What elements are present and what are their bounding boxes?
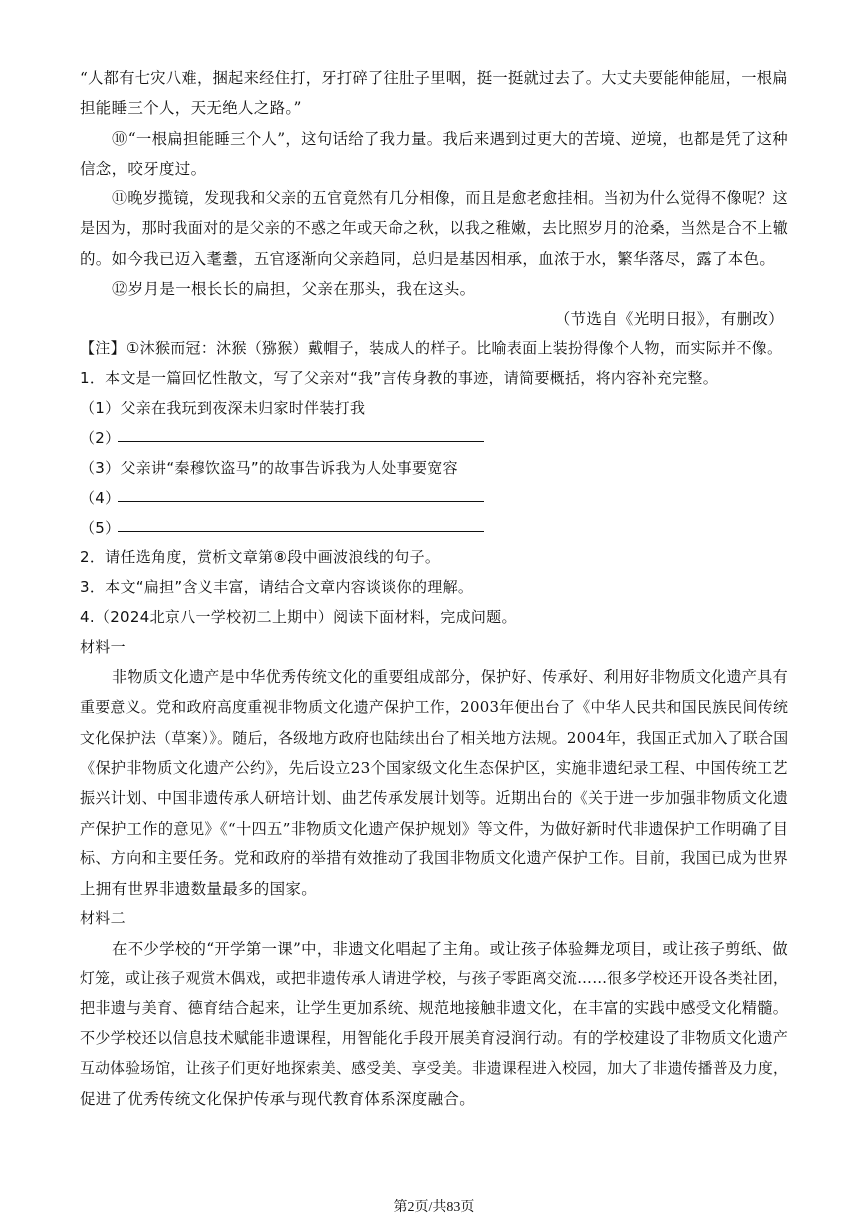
question-4: 4.（2024北京八一学校初二上期中）阅读下面材料，完成问题。 <box>80 608 517 626</box>
material-2-line: 在不少学校的“开学第一课”中，非遗文化唱起了主角。或让孩子体验舞龙项目，或让孩子剪纸、做 <box>112 940 789 958</box>
answer-item-1: （1）父亲在我玩到夜深未归家时伴装打我 <box>80 399 366 417</box>
paragraph-10-cont: 信念，咬牙度过。 <box>80 160 207 178</box>
answer-blank-2[interactable] <box>118 441 484 442</box>
question-3: 3．本文“扁担”含义丰富，请结合文章内容谈谈你的理解。 <box>80 578 474 596</box>
passage-line: “人都有七灾八难，捆起来经住打，牙打碎了往肚子里咽，挺一挺就过去了。大丈夫要能伸能屈，一根扁 <box>80 69 788 87</box>
material-2-line: 互动体验场馆，让孩子们更好地探索美、感受美、享受美。非遗课程进入校园，加大了非遗传播普及力度， <box>80 1060 789 1077</box>
answer-blank-4[interactable] <box>118 501 484 502</box>
material-1-line: 《保护非物质文化遗产公约》，先后设立23个国家级文化生态保护区，实施非遗纪录工程、中国传统工艺 <box>80 759 788 777</box>
material-2-line: 灯笼，或让孩子观赏木偶戏，或把非遗传承人请进学校，与孩子零距离交流……很多学校还开设各类社团， <box>80 970 789 987</box>
question-1: 1．本文是一篇回忆性散文，写了父亲对“我”言传身教的事迹，请简要概括，将内容补充完整。 <box>80 369 718 387</box>
paragraph-11-cont: 的。如今我已迈入耄耋，五官逐渐向父亲趋同，总归是基因相承，血浓于水，繁华落尽，露了本色。 <box>80 250 776 268</box>
footnote: 【注】①沐猴而冠：沐猴（猕猴）戴帽子，装成人的样子。比喻表面上装扮得像个人物，而实际并不像。 <box>80 339 783 357</box>
paragraph-11: ⑪晚岁揽镜，发现我和父亲的五官竟然有几分相像，而且是愈老愈挂相。当初为什么觉得不像呢？这 <box>112 189 788 207</box>
passage-line: 担能睡三个人，天无绝人之路。” <box>80 99 302 117</box>
material-2-heading: 材料二 <box>80 909 126 927</box>
material-1-line: 非物质文化遗产是中华优秀传统文化的重要组成部分，保护好、传承好、利用好非物质文化遗产具有 <box>112 668 788 686</box>
paragraph-10: ⑩“一根扁担能睡三个人”，这句话给了我力量。我后来遇到过更大的苦境、逆境，也都是凭了这种 <box>112 130 789 148</box>
material-1-line: 产保护工作的意见》《“十四五”非物质文化遗产保护规划》等文件，为做好新时代非遗保护工作明确了目 <box>80 820 789 838</box>
material-2-line: 把非遗与美育、德育结合起来，让学生更加系统、规范地接触非遗文化，在丰富的实践中感受文化精髓。 <box>80 999 789 1017</box>
answer-item-4-label: （4） <box>80 489 121 507</box>
material-1-line: 重要意义。党和政府高度重视非物质文化遗产保护工作，2003年便出台了《中华人民共和国民族民间传统 <box>80 698 789 716</box>
answer-blank-5[interactable] <box>118 531 484 532</box>
material-1-heading: 材料一 <box>80 638 126 656</box>
paragraph-12: ⑫岁月是一根长长的扁担，父亲在那头，我在这头。 <box>112 280 476 298</box>
material-1-line: 上拥有世界非遗数量最多的国家。 <box>80 880 318 898</box>
page-number-footer: 第2页/共83页 <box>393 1200 475 1215</box>
material-2-line: 不少学校还以信息技术赋能非遗课程，用智能化手段开展美育浸润行动。有的学校建设了非物质文化遗产 <box>80 1029 789 1047</box>
answer-item-5-label: （5） <box>80 519 121 537</box>
source-citation: （节选自《光明日报》，有删改） <box>554 310 784 328</box>
answer-item-3: （3）父亲讲“秦穆饮盗马”的故事告诉我为人处事要宽容 <box>80 459 458 477</box>
material-2-line: 促进了优秀传统文化保护传承与现代教育体系深度融合。 <box>80 1090 476 1108</box>
answer-item-2-label: （2） <box>80 429 121 447</box>
paragraph-11-cont: 是因为，那时我面对的是父亲的不惑之年或天命之秋，以我之稚嫩，去比照岁月的沧桑，当然是合不上辙 <box>80 219 789 237</box>
material-1-line: 文化保护法（草案）》。随后，各级地方政府也陆续出台了相关地方法规。2004年，我国正式加入了联合国 <box>80 729 789 747</box>
material-1-line: 标、方向和主要任务。党和政府的举措有效推动了我国非物质文化遗产保护工作。目前，我国已成为世界 <box>80 849 789 867</box>
question-2: 2．请任选角度，赏析文章第⑧段中画波浪线的句子。 <box>80 548 441 566</box>
material-1-line: 振兴计划、中国非遗传承人研培计划、曲艺传承发展计划等。近期出台的《关于进一步加强非物质文化遗 <box>80 789 789 807</box>
